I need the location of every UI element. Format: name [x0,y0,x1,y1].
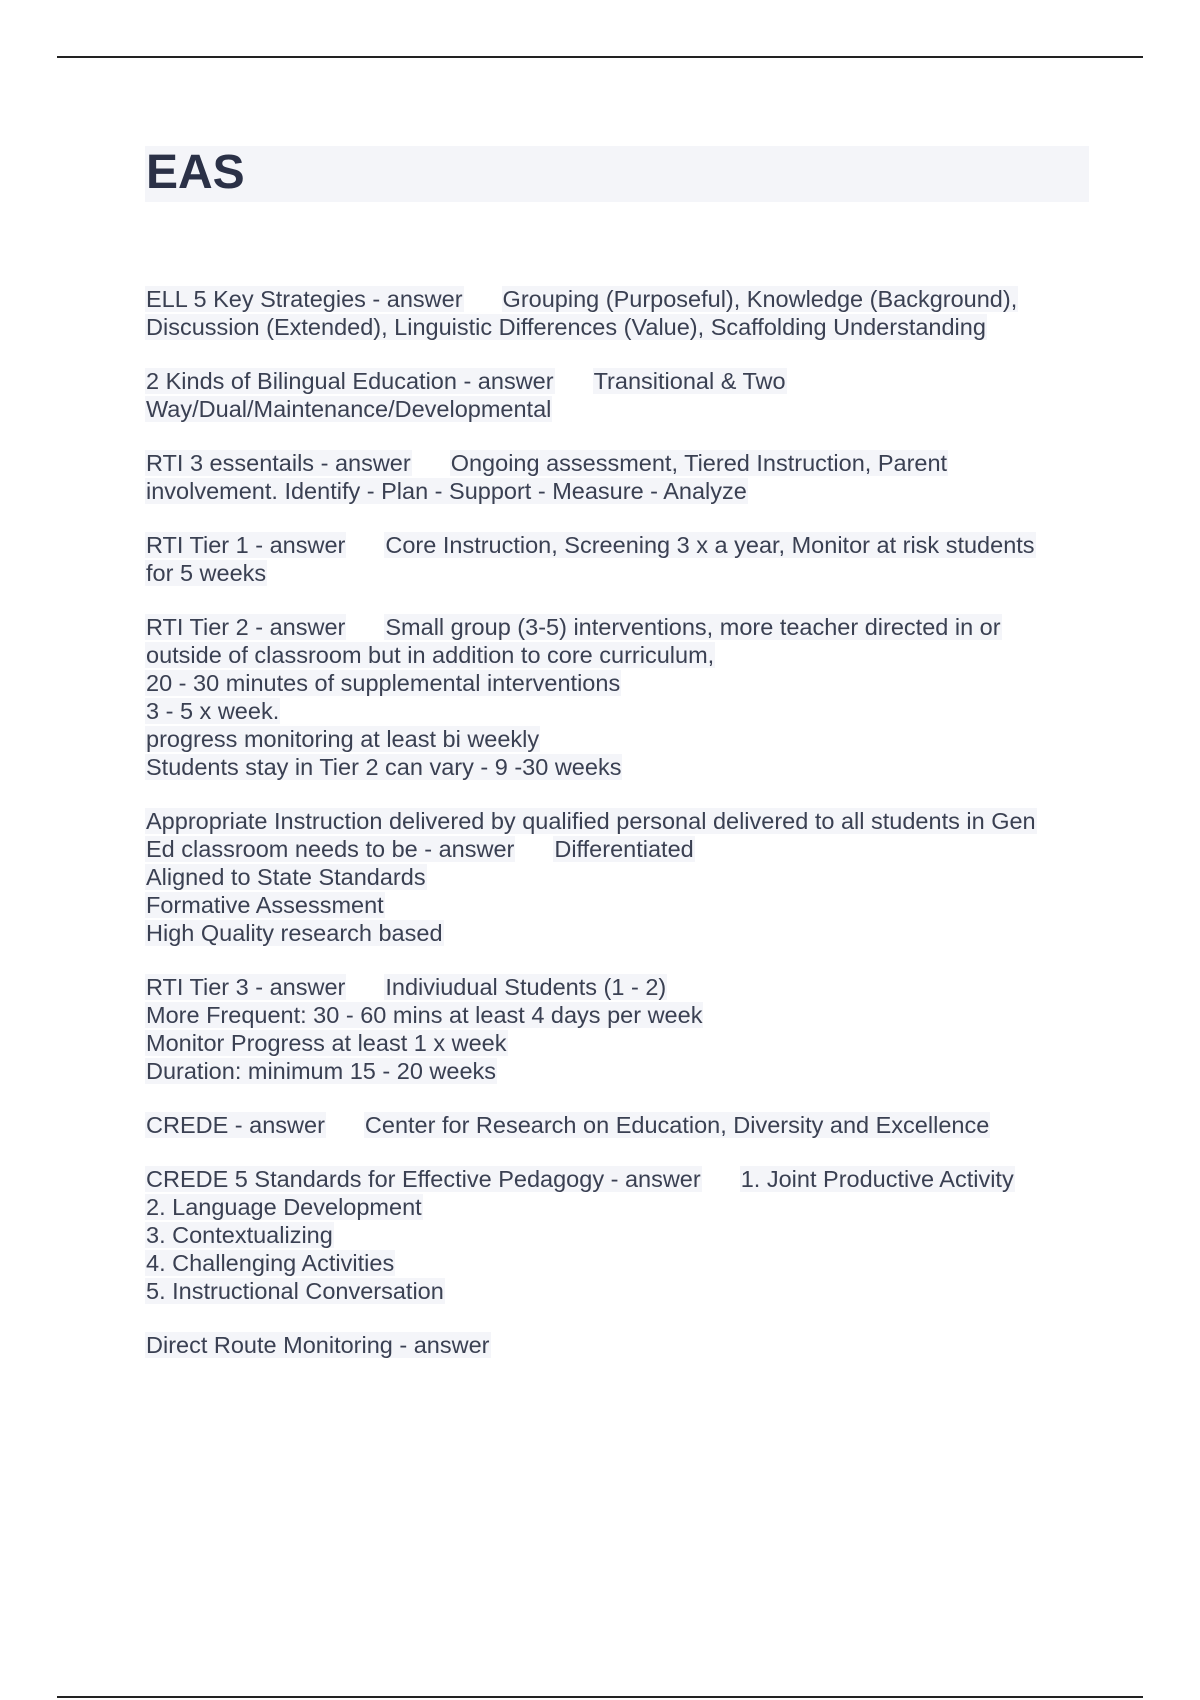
question-text: RTI Tier 2 - answer [146,614,346,640]
question-text: RTI Tier 3 - answer [146,974,346,1000]
answer-text: Aligned to State Standards [146,864,426,890]
answer-text: 1. Joint Productive Activity [740,1166,1014,1192]
question-text: Ed classroom needs to be - answer [146,836,515,862]
answer-text: Differentiated [554,836,694,862]
question-text: Appropriate Instruction delivered by qualified personal delivered to all students in Gen [146,808,1036,834]
question-text: Direct Route Monitoring - answer [146,1332,490,1358]
flashcard [145,285,1085,341]
answer-text: Discussion (Extended), Linguistic Differences (Value), Scaffolding Understanding [146,314,986,340]
flashcard [145,613,1085,781]
bottom-divider [57,1696,1143,1698]
answer-text: 20 - 30 minutes of supplemental interventions [146,670,621,696]
answer-text: Monitor Progress at least 1 x week [146,1030,507,1056]
question-text: RTI Tier 1 - answer [146,532,346,558]
answer-text: Indiviudual Students (1 - 2) [385,974,667,1000]
flashcard [145,1111,1085,1139]
flashcard [145,807,1085,947]
flashcard [145,367,1085,423]
answer-text: Way/Dual/Maintenance/Developmental [146,396,552,422]
answer-text: Formative Assessment [146,892,384,918]
answer-text: More Frequent: 30 - 60 mins at least 4 days per week [146,1002,703,1028]
question-text: CREDE - answer [146,1112,325,1138]
flashcard [145,449,1085,505]
answer-text: High Quality research based [146,920,443,946]
answer-text: Grouping (Purposeful), Knowledge (Background), [502,286,1018,312]
flashcard [145,973,1085,1085]
answer-text: Ongoing assessment, Tiered Instruction, Parent [450,450,948,476]
flashcard [145,531,1085,587]
answer-text: 2. Language Development [146,1194,422,1220]
answer-text: 3. Contextualizing [146,1222,333,1248]
title-highlight [145,146,1089,202]
answer-text: Students stay in Tier 2 can vary - 9 -30 weeks [146,754,622,780]
question-text: CREDE 5 Standards for Effective Pedagogy - answer [146,1166,701,1192]
flashcard [145,1331,1085,1359]
answer-text: 4. Challenging Activities [146,1250,395,1276]
question-text: ELL 5 Key Strategies - answer [146,286,463,312]
answer-text: involvement. Identify - Plan - Support - Measure - Analyze [146,478,747,504]
answer-text: Small group (3-5) interventions, more teacher directed in or [385,614,1001,640]
answer-text: outside of classroom but in addition to core curriculum, [146,642,715,668]
answer-text: Duration: minimum 15 - 20 weeks [146,1058,497,1084]
answer-text: Core Instruction, Screening 3 x a year, Monitor at risk students [385,532,1035,558]
question-text: RTI 3 essentails - answer [146,450,411,476]
answer-text: 3 - 5 x week. [146,698,280,724]
answer-text: for 5 weeks [146,560,267,586]
answer-text: progress monitoring at least bi weekly [146,726,540,752]
answer-text: 5. Instructional Conversation [146,1278,444,1304]
document-title: EAS [146,146,245,199]
question-text: 2 Kinds of Bilingual Education - answer [146,368,554,394]
flashcard [145,1165,1085,1305]
answer-text: Transitional & Two [593,368,786,394]
flashcard-list [145,285,1085,1385]
top-divider [57,56,1143,58]
answer-text: Center for Research on Education, Diversity and Excellence [364,1112,990,1138]
